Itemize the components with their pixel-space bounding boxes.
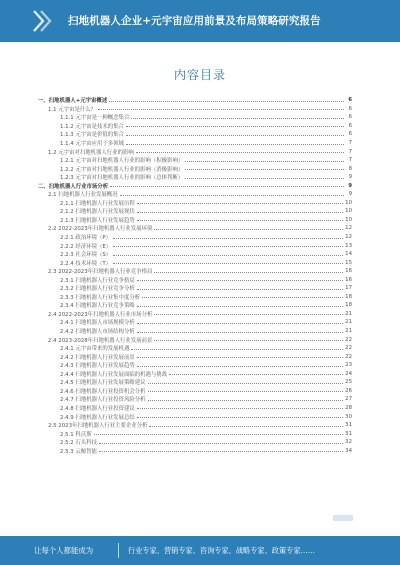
toc-leader-dots — [109, 101, 344, 102]
toc-leader-dots — [185, 169, 344, 170]
toc-entry-page: 26 — [345, 387, 352, 394]
toc-entry-label: 2.4.2 扫地机器人市场结构分析 — [60, 329, 135, 336]
toc-entry-label: 2.5.1 科沃斯 — [60, 431, 92, 438]
toc-entry-label: 1.1.4 元宇宙应用于多领域 — [60, 141, 124, 147]
toc-leader-dots — [137, 212, 343, 213]
toc-leader-dots — [137, 366, 343, 367]
toc-entry-page: 10 — [345, 216, 352, 223]
toc-entry-page: 9 — [348, 191, 352, 198]
toc-entry-label: 1.1.1 元宇宙是一种概念集合 — [60, 115, 130, 122]
toc-entry[interactable] — [38, 241, 352, 250]
toc-entry[interactable] — [38, 258, 352, 267]
toc-leader-dots — [136, 152, 344, 153]
toc-leader-dots — [154, 229, 343, 230]
toc-leader-dots — [148, 391, 344, 392]
toc-entry-page: 18 — [345, 302, 352, 309]
toc-entry-label: 一、扫地机器人+元宇宙概述 — [38, 98, 108, 105]
toc-entry-page: 21 — [345, 310, 352, 317]
toc-entry[interactable] — [38, 318, 352, 327]
toc-entry-page: 17 — [345, 285, 352, 292]
toc-entry-page: 6 — [348, 97, 352, 104]
toc-leader-dots — [120, 195, 344, 196]
toc-entry-page: 12 — [345, 225, 352, 232]
toc-entry-label: 1.2.1 元宇宙对扫地机器人行业的影响（积极影响） — [60, 158, 184, 165]
toc-entry-label: 1.2.2 元宇宙对扫地机器人行业的影响（消极影响） — [60, 166, 184, 173]
toc-entry-label: 2.1 扫地机器人行业发展概况 — [48, 192, 118, 199]
toc-entry-label: 2.3 2022-2023年扫地机器人行业竞争格局 — [48, 269, 153, 276]
toc-leader-dots — [137, 417, 343, 418]
toc-leader-dots — [137, 203, 343, 204]
toc-entry-page: 16 — [345, 268, 352, 275]
toc-entry-page: 6 — [348, 131, 352, 138]
toc-entry[interactable] — [38, 310, 352, 319]
toc-leader-dots — [137, 280, 343, 281]
toc-entry-label: 2.2 2022-2023年扫地机器人行业发展环境 — [48, 226, 153, 233]
toc-entry-page: 7 — [348, 148, 352, 155]
toc-entry[interactable] — [38, 156, 352, 165]
toc-entry-label: 2.2.1 政治环境（P） — [60, 235, 112, 242]
toc-entry[interactable] — [38, 335, 352, 344]
toc-entry-page: 24 — [345, 370, 352, 377]
toc-entry-page: 28 — [345, 404, 352, 411]
toc-entry[interactable] — [38, 344, 352, 353]
toc-entry-label: 1.1.2 元宇宙是技术的集合 — [60, 123, 124, 130]
toc-leader-dots — [94, 434, 344, 435]
toc-entry-label: 2.4 2023-2028年扫地机器人行业发展前景 — [48, 337, 153, 344]
toc-entry[interactable] — [38, 139, 352, 148]
chevron-right-icon — [32, 9, 52, 33]
toc-entry-page: 15 — [345, 259, 352, 266]
toc-entry[interactable] — [38, 438, 352, 447]
toc-entry[interactable] — [38, 164, 352, 173]
toc-entry-label: 2.4.5 扫地机器人行业发展策略建议 — [60, 380, 146, 387]
toc-entry[interactable] — [38, 181, 352, 190]
toc-entry-label: 2.4.2 扫地机器人行业发展前景 — [60, 354, 135, 361]
toc-entry-page: 10 — [345, 199, 352, 206]
toc-leader-dots — [137, 306, 343, 307]
watermark-logo — [333, 514, 353, 522]
toc-entry-page: 6 — [348, 122, 352, 129]
toc-entry[interactable] — [38, 378, 352, 387]
toc-entry-page: 9 — [348, 182, 352, 189]
toc-entry[interactable] — [38, 173, 352, 182]
toc-entry-label: 2.1.2 扫地机器人行业发展现状 — [60, 209, 135, 216]
toc-entry[interactable] — [38, 122, 352, 131]
toc-entry[interactable] — [38, 301, 352, 310]
toc-entry[interactable] — [38, 96, 352, 105]
toc-entry[interactable] — [38, 404, 352, 413]
toc-leader-dots — [113, 238, 343, 239]
toc-leader-dots — [148, 383, 344, 384]
toc-entry-page: 25 — [345, 379, 352, 386]
toc-entry[interactable] — [38, 199, 352, 208]
toc-entry[interactable] — [38, 207, 352, 216]
toc-entry-label: 2.3.2 扫地机器人行业竞争分析 — [60, 286, 135, 293]
toc-entry[interactable] — [38, 429, 352, 438]
toc-entry-label: 2.3.4 扫地机器人行业竞争策略 — [60, 303, 135, 310]
toc-entry-page: 22 — [345, 353, 352, 360]
footer-roles: 行业专家、营销专家、咨询专家、战略专家、政策专家…… — [128, 546, 315, 555]
toc-entry[interactable] — [38, 250, 352, 259]
toc-entry[interactable] — [38, 361, 352, 370]
toc-entry-label: 2.1.3 扫地机器人行业发展趋势 — [60, 217, 135, 224]
toc-entry-page: 6 — [348, 105, 352, 112]
report-title: 扫地机器人企业+元宇宙应用前景及布局策略研究报告 — [68, 15, 321, 27]
toc-entry-label: 2.4.3 扫地机器人行业发展趋势 — [60, 363, 135, 370]
toc-entry[interactable] — [38, 105, 352, 114]
toc-leader-dots — [137, 408, 343, 409]
toc-leader-dots — [113, 246, 343, 247]
toc-leader-dots — [154, 314, 343, 315]
toc-leader-dots — [113, 255, 343, 256]
toc-entry-page: 31 — [345, 430, 352, 437]
toc-entry-label: 2.4.6 扫地机器人行业投资机会分析 — [60, 388, 146, 395]
toc-entry-page: 13 — [345, 242, 352, 249]
toc-entry-page: 18 — [345, 293, 352, 300]
header-bar — [0, 0, 400, 42]
toc-entry-page: 12 — [345, 234, 352, 241]
toc-leader-dots — [99, 443, 343, 444]
toc-entry[interactable] — [38, 327, 352, 336]
toc-entry-page: 22 — [345, 336, 352, 343]
toc-leader-dots — [126, 135, 344, 136]
toc-entry-label: 1.2.3 元宇宙对扫地机器人行业的影响（总体判断） — [60, 175, 184, 182]
toc-entry-page: 31 — [345, 422, 352, 429]
toc-leader-dots — [169, 374, 343, 375]
toc-entry-label: 2.2.4 技术环境（T） — [60, 260, 112, 267]
toc-leader-dots — [142, 297, 343, 298]
toc-entry-page: 34 — [345, 447, 352, 454]
toc-leader-dots — [154, 340, 343, 341]
toc-leader-dots — [148, 400, 344, 401]
toc-leader-dots — [185, 161, 344, 162]
toc-entry-label: 2.4.8 扫地机器人行业投资建议 — [60, 405, 135, 412]
toc-entry[interactable] — [38, 446, 352, 455]
table-of-contents — [38, 96, 352, 455]
toc-entry[interactable] — [38, 293, 352, 302]
toc-entry-label: 2.4.1 扫地机器人市场规模分析 — [60, 320, 135, 327]
toc-entry[interactable] — [38, 113, 352, 122]
toc-entry-page: 9 — [348, 174, 352, 181]
toc-entry-label: 2.3.1 扫地机器人行业竞争格局 — [60, 277, 135, 284]
toc-entry-label: 2.2.3 社会环境（S） — [60, 252, 112, 259]
toc-entry-page: 21 — [345, 328, 352, 335]
toc-entry-label: 2.4.1 元宇宙带来的发展机遇 — [60, 346, 130, 353]
toc-entry-page: 21 — [345, 319, 352, 326]
toc-heading: 内容目录 — [173, 68, 226, 82]
toc-entry-label: 2.2.2 经济环境（E） — [60, 243, 112, 250]
toc-entry-label: 二、扫地机器人行业市场分析 — [38, 183, 109, 190]
toc-entry[interactable] — [38, 421, 352, 430]
toc-leader-dots — [149, 426, 343, 427]
toc-leader-dots — [126, 126, 344, 127]
toc-entry-page: 8 — [348, 165, 352, 172]
toc-leader-dots — [137, 357, 343, 358]
toc-leader-dots — [137, 323, 343, 324]
toc-entry[interactable] — [38, 352, 352, 361]
toc-entry[interactable] — [38, 267, 352, 276]
toc-entry-label: 1.2 元宇宙对扫地机器人行业的影响 — [48, 149, 134, 156]
toc-entry[interactable] — [38, 284, 352, 293]
footer-slogan: 让每个人都能成为 — [34, 546, 94, 555]
footer-divider — [118, 543, 119, 558]
toc-entry-page: 22 — [345, 345, 352, 352]
toc-entry[interactable] — [38, 387, 352, 396]
toc-leader-dots — [131, 349, 343, 350]
toc-entry[interactable] — [38, 275, 352, 284]
toc-entry-page: 16 — [345, 276, 352, 283]
toc-entry-page: 7 — [348, 157, 352, 164]
toc-entry-page: 32 — [345, 439, 352, 446]
toc-leader-dots — [154, 272, 343, 273]
toc-entry[interactable] — [38, 224, 352, 233]
toc-entry[interactable] — [38, 412, 352, 421]
toc-entry-page: 30 — [345, 413, 352, 420]
toc-entry[interactable] — [38, 395, 352, 404]
toc-entry-page: 14 — [345, 251, 352, 258]
toc-entry-label: 2.5.2 石头科技 — [60, 440, 97, 447]
toc-entry[interactable] — [38, 216, 352, 225]
toc-entry[interactable] — [38, 190, 352, 199]
toc-leader-dots — [137, 289, 343, 290]
toc-entry-label: 2.5 2023年扫地机器人行业主要企业分析 — [48, 423, 148, 430]
toc-entry-page: 10 — [345, 208, 352, 215]
toc-leader-dots — [113, 263, 343, 264]
toc-entry-label: 1.1 元宇宙是什么？ — [48, 106, 97, 113]
toc-leader-dots — [185, 178, 344, 179]
toc-entry[interactable] — [38, 370, 352, 379]
toc-entry[interactable] — [38, 233, 352, 242]
toc-leader-dots — [137, 332, 343, 333]
toc-entry-label: 2.4.4 扫地机器人行业发展面临的机遇与挑战 — [60, 371, 168, 378]
toc-entry-page: 27 — [345, 396, 352, 403]
toc-leader-dots — [137, 220, 343, 221]
toc-entry-label: 2.4 2022-2023年扫地机器人行业市场分析 — [48, 311, 153, 318]
toc-entry-label: 2.4.9 扫地机器人行业发展总结 — [60, 414, 135, 421]
toc-leader-dots — [110, 186, 344, 187]
footer-bar — [0, 536, 400, 565]
toc-entry-page: 23 — [345, 362, 352, 369]
toc-leader-dots — [131, 118, 344, 119]
toc-leader-dots — [98, 109, 344, 110]
toc-entry-page: 6 — [348, 114, 352, 121]
toc-leader-dots — [99, 451, 343, 452]
toc-entry-label: 2.5.3 云鲸智能 — [60, 448, 97, 455]
toc-entry-label: 2.3.3 扫地机器人行业集中度分析 — [60, 294, 141, 301]
toc-entry[interactable] — [38, 130, 352, 139]
toc-entry-label: 2.4.7 扫地机器人行业投资风险分析 — [60, 397, 146, 404]
toc-entry[interactable] — [38, 147, 352, 156]
toc-entry-label: 1.1.3 元宇宙是价值的集合 — [60, 132, 124, 139]
toc-leader-dots — [126, 144, 344, 145]
toc-entry-label: 2.1.1 扫地机器人行业发展历程 — [60, 200, 135, 207]
toc-entry-page: 7 — [348, 140, 352, 146]
